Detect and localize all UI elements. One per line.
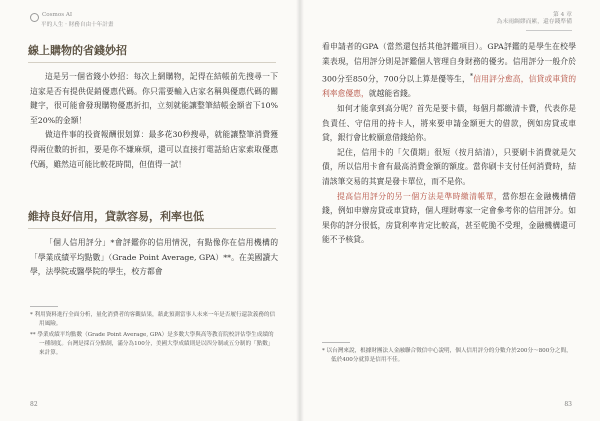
paragraph: 做這件事的投資報酬很划算：最多花30秒搜尋，就能讓整筆消費獲得兩位數的折扣，要是你不嫌麻煩，還可以直接打電話給店家索取優惠代碼，雖然這可能比較花時間，但值得一試！ <box>30 130 278 169</box>
paragraph: 這是另一個省錢小妙招：每次上網購物，記得在結帳前先搜尋一下這家是否有提供促銷優惠代碼。你只需要輸入店家名稱與優惠代碼的關鍵字，很可能會發現購物優惠折扣，立刻就能讓整筆結帳金額省下10%至20%的金額！ <box>30 72 278 125</box>
paragraph: 提高信用評分的另一個方法是準時繳清帳單，當你想在金融機構借錢，例如申辦房貸或車貸時，個人理財專家一定會參考你的信用評分。如果你的評分很低，房貸利率肯定比較高，甚至乾脆不受理，金融機構還可能不予核貸。 <box>322 191 577 245</box>
footnotes <box>322 347 576 367</box>
footnote-divider <box>322 342 350 343</box>
book-header <box>30 12 120 29</box>
section-heading-credit: 維持良好信用，貸款容易，利率也低 <box>28 210 276 229</box>
book-logo <box>30 12 120 22</box>
chapter-title: 為未雨綢繆而累，還存錢準備 <box>496 19 572 25</box>
right-page-body <box>322 40 576 248</box>
page-number: 83 <box>564 401 572 408</box>
footnote-divider <box>30 306 58 307</box>
footnote-marker: * <box>469 72 474 81</box>
highlighted-text: 信用評分愈高，信貸或車貸的利率愈優惠， <box>322 74 576 99</box>
footnote: * 利用資料進行全面分析，量化消費者的客觀結果，藉此預測當事人未來一年是否履行還款義務的信用風險。 <box>30 312 276 327</box>
paragraph: 如何才能拿到高分呢？首先是要卡債，每個月都繳清卡費，代表你是負責任、守信用的持卡人，將來要申請金額更大的借款，例如房貸或車貸，銀行會比較願意借錢給你。 <box>322 103 576 143</box>
paragraph: 記住，信用卡的「欠債期」很短（按月結清），只要刷卡消費就是欠債，所以信用卡會有最高消費金額的額度。當你刷卡支付任何消費時，結清該筆交易的其實是發卡單位，而不是你。 <box>322 147 576 186</box>
footnotes <box>30 311 276 360</box>
chapter-header <box>452 12 572 26</box>
footnote: * 以台灣來說，根據財團法人金融聯合徵信中心說明，個人信用評分的分數介於200分～800分之間，低於400分就算是信用不佳。 <box>322 348 572 363</box>
section-credit-body <box>30 236 278 280</box>
book-title: 平的人生 · 財務自由十年計畫 <box>41 22 114 28</box>
book-brand: Cosmos AI <box>42 12 73 18</box>
logo-icon <box>30 13 39 22</box>
footnote: ** 學業成績平均點數（Grade Point Average, GPA）是多數大學與高等教育院校評估學生成績的一種制度。台灣是採百分點制，滿分為100分，美國大學成績則是以四分制或五分制的「點數」來計算。 <box>30 332 274 356</box>
section-online-shopping-body <box>30 70 278 172</box>
highlighted-text: 提高信用評分的另一個方法是準時繳清帳單， <box>337 191 503 201</box>
paragraph: 「個人信用評分」*會評鑑你的信用情況，有點像你在信用機構的「學業成績平均點數」（Grade Point Average, GPA）**。在美國讀大學，法學院或醫學院的學生，校方都會 <box>30 238 278 277</box>
page-number: 82 <box>30 401 38 408</box>
paragraph: 看申請者的GPA（當然還包括其他評鑑項目）。GPA評鑑的是學生在校學業表現，信用評分則是評鑑個人管理自身財務的優劣。信用評分一般介於300分至850分，700分以上算是優等生，*信用評分愈高，信貸或車貸的利率愈優惠，就越能省錢。 <box>322 42 576 99</box>
section-heading-online-shopping: 線上購物的省錢妙招 <box>28 44 276 63</box>
chapter-number: 第 4 章 <box>553 12 572 18</box>
header-rule <box>526 30 572 31</box>
right-page <box>300 0 600 421</box>
